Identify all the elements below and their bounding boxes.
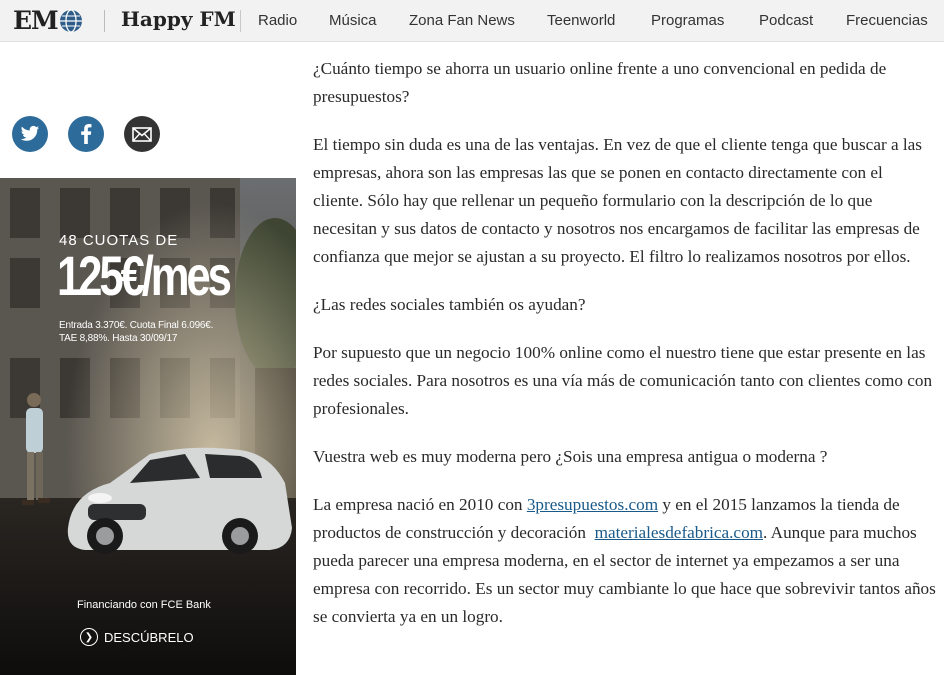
chevron-right-icon: ❯ bbox=[80, 628, 98, 646]
el-mundo-logo[interactable] bbox=[13, 5, 83, 35]
article-question-1: ¿Cuánto tiempo se ahorra un usuario online frente a uno convencional en pedida de presupuestos? bbox=[313, 59, 887, 106]
twitter-share-button[interactable] bbox=[12, 116, 48, 152]
ad-bank-label: Financiando con FCE Bank bbox=[77, 599, 211, 611]
answer-3-text-1: La empresa nació en 2010 con bbox=[313, 495, 527, 514]
ad-price: 125€/mes bbox=[57, 244, 229, 307]
nav-item-zona-fan-news[interactable]: Zona Fan News bbox=[409, 12, 515, 29]
article-question-2: ¿Las redes sociales también os ayudan? bbox=[313, 295, 586, 314]
article-answer-1: El tiempo sin duda es una de las ventajas. En vez de que el cliente tenga que buscar a las empresas, ahora son las empresas las que se ponen en contacto directamente con el cliente. Sólo hay que rellenar un pequeño formulario con la descripción de lo que necesitan y sus datos de contacto y nosotros nos encargamos de facilitar las empresas de confianza que mejor se ajustan a su proyecto. El filtro lo realizamos nosotros por ellos. bbox=[313, 135, 922, 266]
nav-item-musica[interactable]: Música bbox=[329, 12, 377, 29]
link-3presupuestos[interactable]: 3presupuestos.com bbox=[526, 495, 659, 514]
article-question-3: Vuestra web es muy moderna pero ¿Sois una empresa antigua o moderna ? bbox=[313, 447, 828, 466]
email-share-button[interactable] bbox=[124, 116, 160, 152]
nav-item-teenworld[interactable]: Teenworld bbox=[547, 12, 616, 29]
answer-3-text-2: y en el 2015 lanzamos la tienda de productos de construcción y decoración bbox=[313, 495, 904, 542]
ad-terms-line-2: TAE 8,88%. Hasta 30/09/17 bbox=[59, 333, 178, 344]
globe-icon bbox=[59, 9, 83, 33]
ford-fiesta-advertisement[interactable] bbox=[0, 178, 296, 675]
article-answer-2: Por supuesto que un negocio 100% online como el nuestro tiene que estar presente en las redes sociales. Para nosotros es una vía más de comunicación tanto con clientes como con profesionales. bbox=[313, 343, 933, 418]
site-name[interactable]: Happy FM bbox=[121, 7, 236, 31]
article-answer-3 bbox=[313, 491, 937, 631]
ad-discover-button[interactable] bbox=[80, 628, 194, 646]
article-body bbox=[313, 55, 937, 651]
top-navigation-bar bbox=[0, 0, 944, 42]
nav-divider bbox=[240, 10, 241, 32]
ad-cuotas-label: 48 CUOTAS DE bbox=[59, 232, 179, 249]
twitter-icon bbox=[20, 125, 40, 143]
logo-text: EM bbox=[13, 5, 58, 35]
logo-divider bbox=[104, 10, 105, 32]
nav-item-radio[interactable]: Radio bbox=[258, 12, 298, 29]
answer-3-text-3: . Aunque para muchos pueda parecer una empresa moderna, en el sector de internet ya empezamos a ser una empresa con recorrido. Es un sector muy cambiante lo que hace que sobrevivir tantos años se convierta ya en un logro. bbox=[313, 523, 936, 626]
ad-terms-line-1: Entrada 3.370€. Cuota Final 6.096€. bbox=[59, 320, 214, 331]
nav-item-programas[interactable]: Programas bbox=[651, 12, 725, 29]
facebook-share-button[interactable] bbox=[68, 116, 104, 152]
nav-item-podcast[interactable]: Podcast bbox=[759, 12, 814, 29]
link-materialesdefabrica[interactable]: materialesdefabrica.com bbox=[594, 523, 764, 542]
facebook-icon bbox=[80, 124, 92, 144]
ad-cta-label: DESCÚBRELO bbox=[104, 629, 194, 645]
nav-item-frecuencias[interactable]: Frecuencias bbox=[846, 12, 928, 29]
email-icon bbox=[132, 127, 152, 142]
